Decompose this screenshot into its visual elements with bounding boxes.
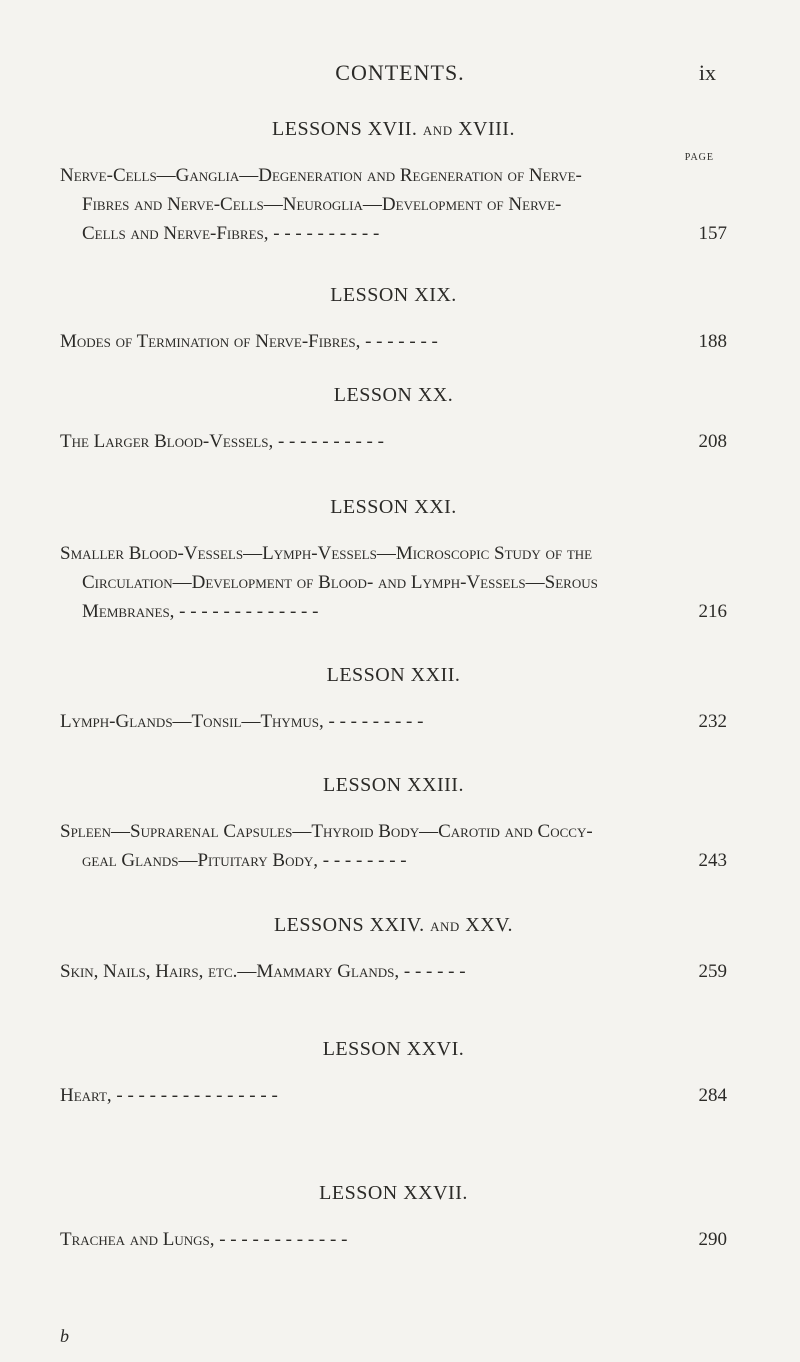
heading-text: XXV. [465,914,514,936]
entry-line: Cells and Nerve-Fibres, - - - - - - - - - - [82,223,380,244]
entry-page-number: 157 [698,223,727,244]
toc-entry [60,1225,727,1254]
heading-text: LESSON XIX. [330,284,457,306]
lesson-section [60,496,727,626]
entry-line: Nerve-Cells—Ganglia—Degeneration and Regeneration of Nerve- [60,165,582,186]
lesson-heading [60,118,727,141]
lesson-heading [60,1182,727,1205]
entry-line: Circulation—Development of Blood- and Lymph-Vessels—Serous [82,572,598,593]
lesson-section [60,774,727,875]
toc-entry [60,707,727,736]
entry-line: Trachea and Lungs, - - - - - - - - - - - - [60,1229,348,1250]
toc-entry [60,161,727,248]
lesson-heading [60,1038,727,1061]
toc-entry [60,539,727,626]
lesson-heading [60,384,727,407]
heading-conjunction: and [430,915,460,935]
toc-entry [60,817,727,875]
heading-text: LESSON XXII. [326,664,461,686]
page-number: ix [698,60,716,85]
toc-entry [60,427,727,456]
heading-text: LESSON XXI. [330,496,457,518]
entry-page-number: 188 [698,331,727,352]
toc-entry [60,957,727,986]
lesson-heading [60,774,727,797]
heading-text: LESSON XXIII. [323,774,464,796]
lesson-section [60,284,727,356]
lesson-section [60,384,727,456]
toc-entry [60,1081,727,1110]
entry-line: Lymph-Glands—Tonsil—Thymus, - - - - - - - - - [60,711,424,732]
signature-mark: b [60,1326,69,1346]
running-title: CONTENTS. [335,60,465,85]
entry-line: geal Glands—Pituitary Body, - - - - - - - - [82,850,407,871]
lesson-heading [60,914,727,937]
entry-line: Smaller Blood-Vessels—Lymph-Vessels—Microscopic Study of the [60,543,593,564]
lesson-section [60,1038,727,1110]
heading-text: LESSONS XXIV. [273,914,425,936]
entry-page-number: 243 [698,850,727,871]
running-head [0,60,800,90]
heading-text: LESSON XXVI. [322,1038,465,1060]
entry-line: Heart, - - - - - - - - - - - - - - - [60,1085,278,1106]
toc-entry [60,327,727,356]
entry-page-number: 259 [698,961,727,982]
entry-line: The Larger Blood-Vessels, - - - - - - - - - - [60,431,384,452]
lesson-section [60,1182,727,1254]
entry-page-number: 290 [698,1229,727,1250]
heading-text: XVIII. [458,118,515,140]
entry-page-number: 232 [698,711,727,732]
heading-text: LESSON XX. [333,384,454,406]
lesson-section [60,118,727,248]
entry-page-number: 284 [698,1085,727,1106]
heading-text: LESSON XXVII. [319,1182,468,1204]
heading-conjunction: and [422,119,453,139]
entry-line: Modes of Termination of Nerve-Fibres, - - - - - - - [60,331,438,352]
lesson-heading [60,284,727,307]
entry-page-number: 216 [698,601,727,622]
lesson-heading [60,664,727,687]
entry-line: Spleen—Suprarenal Capsules—Thyroid Body—Carotid and Coccy- [60,821,593,842]
entry-line: Membranes, - - - - - - - - - - - - - [82,601,319,622]
lesson-section [60,664,727,736]
lesson-section [60,914,727,986]
heading-text: LESSONS XVII. [272,118,418,140]
entry-line: Skin, Nails, Hairs, etc.—Mammary Glands, - - - - - - [60,961,466,982]
entry-page-number: 208 [698,431,727,452]
lesson-heading [60,496,727,519]
entry-line: Fibres and Nerve-Cells—Neuroglia—Development of Nerve- [82,194,562,215]
page-column-label: PAGE [684,152,714,163]
